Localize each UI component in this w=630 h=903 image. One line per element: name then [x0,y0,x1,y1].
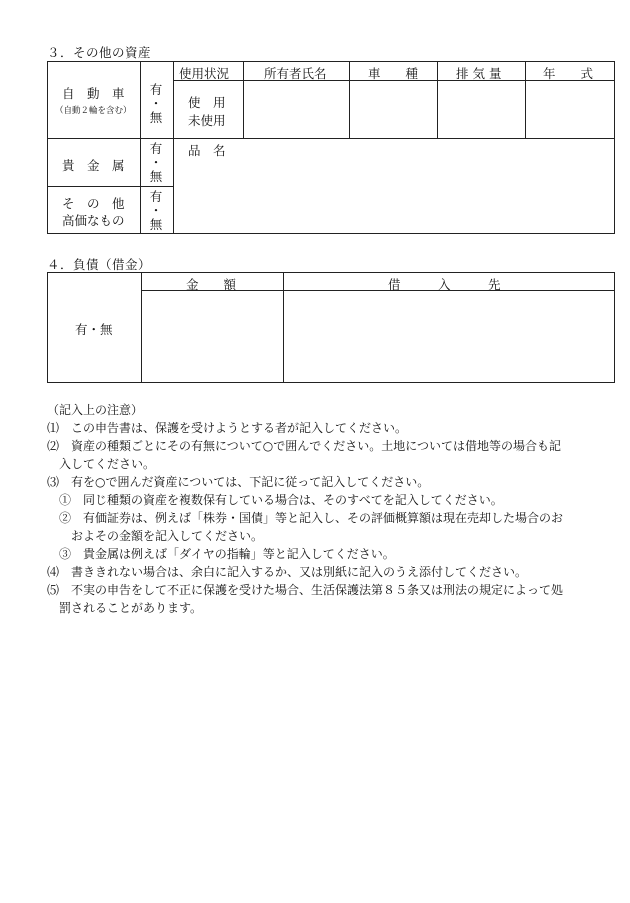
none-option: 無 [149,217,163,232]
note-line: ⑸ 不実の申告をして不正に保護を受けた場合、生活保護法第８５条又は刑法の規定によって処 [47,583,564,597]
note-line: ① 同じ種類の資産を複数保有している場合は、そのすべてを記入してください。 [47,493,503,507]
note-line: ② 有価証券は、例えば「株券・国債」等と記入し、その評価概算額は現在売却した場合のお [47,511,564,525]
has-option: 有 [149,141,163,156]
header-usage: 使用状況 [179,66,230,81]
has-separator: ・ [149,155,163,170]
has-option: 有 [149,189,163,204]
note-line: ③ 貴金属は例えば「ダイヤの指輪」等と記入してください。 [47,547,395,561]
header-owner-name: 所有者氏名 [264,66,327,81]
header-car-model: 車 種 [368,66,419,81]
has-option: 有 [149,82,163,97]
other-has-none[interactable] [149,190,163,232]
item-name-label: 品 名 [188,143,226,158]
note-line: およその金額を記入してください。 [47,529,264,543]
note-line: 罰されることがあります。 [47,601,203,615]
has-separator: ・ [149,203,163,218]
none-option: 無 [149,169,163,184]
precious-label: 貴 金 属 [62,158,125,173]
car-sublabel: （自動２輪を含む） [55,106,132,116]
precious-has-none[interactable] [149,142,163,184]
section4-title: ４．負債（借金） [47,257,152,272]
header-model-year: 年 式 [543,66,594,81]
car-label: 自 動 車 [62,86,125,101]
debt-has-none[interactable]: 有・無 [75,322,113,337]
note-line: 入してください。 [47,457,156,471]
usage-in-use[interactable]: 使 用 [188,95,226,110]
header-lender: 借 入 先 [388,277,501,292]
has-separator: ・ [149,96,163,111]
other-label-1: そ の 他 [62,196,125,211]
note-line: ⑴ この申告書は、保護を受けようとする者が記入してください。 [47,421,408,435]
section3-title: ３．その他の資産 [47,45,152,60]
notes-title: （記入上の注意） [47,403,144,417]
header-displacement: 排 気 量 [456,66,502,81]
usage-unused[interactable]: 未使用 [188,113,226,128]
car-has-none[interactable] [149,83,163,125]
header-amount: 金 額 [186,277,237,292]
note-line: ⑷ 書ききれない場合は、余白に記入するか、又は別紙に記入のうえ添付してください。 [47,565,528,579]
other-label-2: 高価なもの [62,213,125,228]
notes-section [47,401,622,617]
none-option: 無 [149,110,163,125]
note-line: ⑶ 有を○で囲んだ資産については、下記に従って記入してください。 [47,475,430,489]
note-line: ⑵ 資産の種類ごとにその有無について○で囲んでください。土地については借地等の場合も記 [47,439,561,453]
